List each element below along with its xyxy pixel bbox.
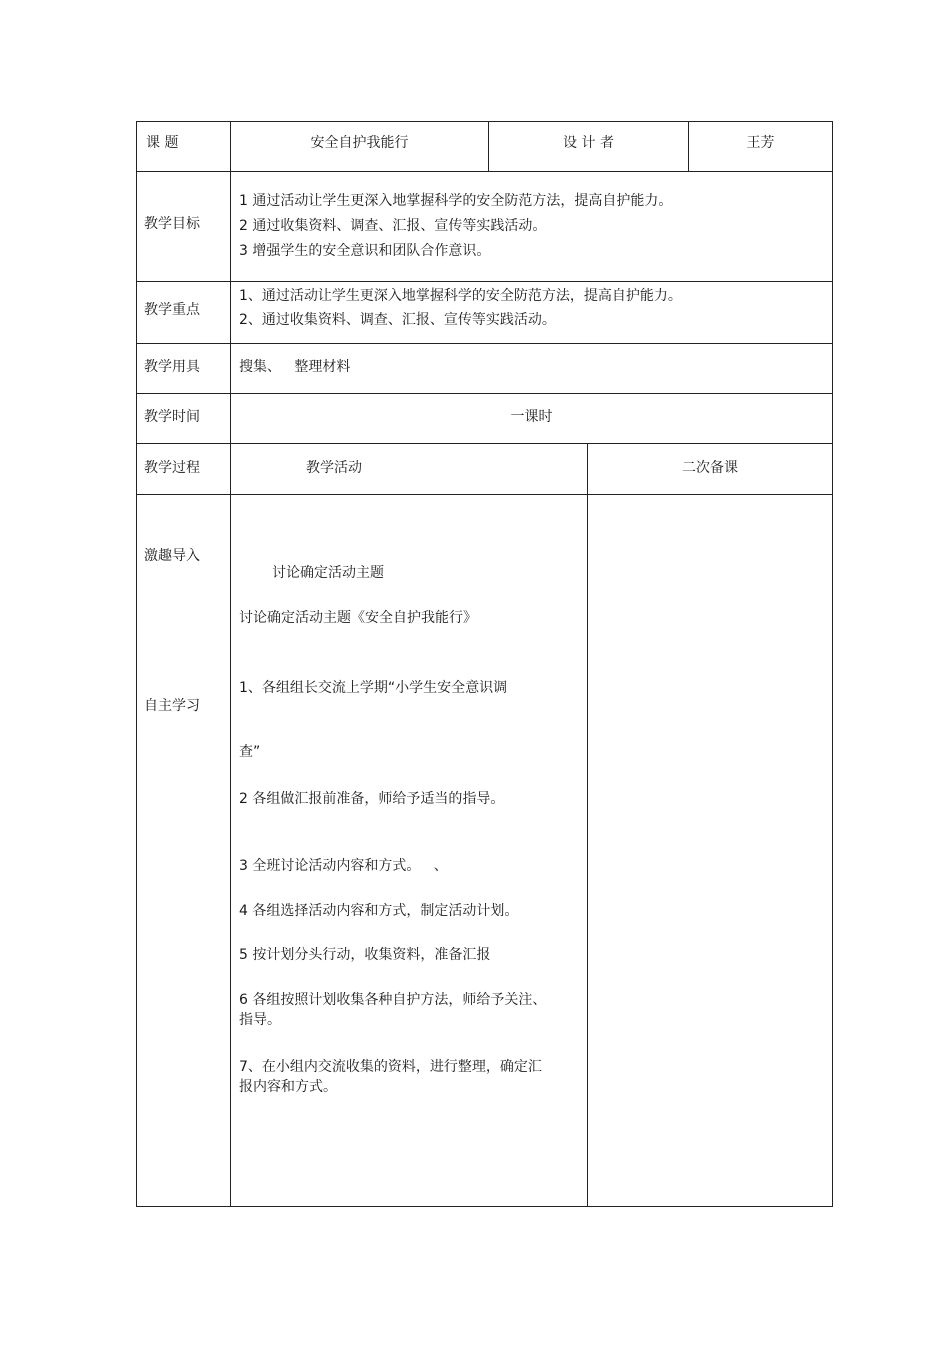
key-point-item: 1、通过活动让学生更深入地掌握科学的安全防范方法，提高自护能力。: [239, 288, 682, 304]
designer-value: 王芳: [746, 135, 775, 151]
table-rule-6: [136, 494, 833, 495]
tools-label: 教学用具: [144, 359, 200, 375]
time-value: 一课时: [510, 409, 553, 425]
activity-line: 讨论确定活动主题: [272, 565, 384, 581]
activity-line: 3 全班讨论活动内容和方式。 、: [239, 858, 448, 874]
activity-line: 1、各组组长交流上学期“小学生安全意识调: [239, 680, 508, 696]
table-rule-5: [136, 443, 833, 444]
stage-label-intro: 激趣导入: [144, 548, 200, 564]
topic-label: 课 题: [146, 135, 179, 151]
key-points-label: 教学重点: [144, 302, 200, 318]
activity-header: 教学活动: [306, 460, 362, 476]
table-border-top: [136, 121, 833, 122]
activity-line: 6 各组按照计划收集各种自护方法，师给予关注、指导。: [239, 992, 547, 1028]
objectives-label: 教学目标: [144, 216, 200, 232]
table-border-bottom: [136, 1206, 833, 1207]
key-point-item: 2、通过收集资料、调查、汇报、宣传等实践活动。: [239, 312, 556, 328]
table-rule-4: [136, 393, 833, 394]
activity-line: 7、在小组内交流收集的资料，进行整理，确定汇报内容和方式。: [239, 1059, 542, 1095]
stage-label-self-study: 自主学习: [144, 698, 200, 714]
label-column-divider: [230, 121, 231, 1207]
table-border-right: [832, 121, 833, 1207]
objective-item: 2 通过收集资料、调查、汇报、宣传等实践活动。: [239, 218, 547, 234]
objective-item: 3 增强学生的安全意识和团队合作意识。: [239, 243, 491, 259]
table-rule-2: [136, 281, 833, 282]
process-column-divider: [587, 443, 588, 1207]
second-prep-header: 二次备课: [682, 460, 738, 476]
designer-label: 设 计 者: [563, 135, 614, 151]
time-label: 教学时间: [144, 409, 200, 425]
process-label: 教学过程: [144, 460, 200, 476]
table-rule-1: [136, 171, 833, 172]
objective-item: 1 通过活动让学生更深入地掌握科学的安全防范方法，提高自护能力。: [239, 193, 673, 209]
table-border-left: [136, 121, 137, 1207]
table-rule-3: [136, 343, 833, 344]
topic-value: 安全自护我能行: [310, 135, 409, 151]
activity-line: 5 按计划分头行动，收集资料，准备汇报: [239, 947, 491, 963]
activity-line: 讨论确定活动主题《安全自护我能行》: [239, 610, 477, 626]
activity-line: 4 各组选择活动内容和方式，制定活动计划。: [239, 903, 519, 919]
activity-line: 查”: [239, 744, 261, 760]
activity-line: 2 各组做汇报前准备，师给予适当的指导。: [239, 791, 505, 807]
tools-value: 搜集、 整理材料: [239, 359, 351, 375]
